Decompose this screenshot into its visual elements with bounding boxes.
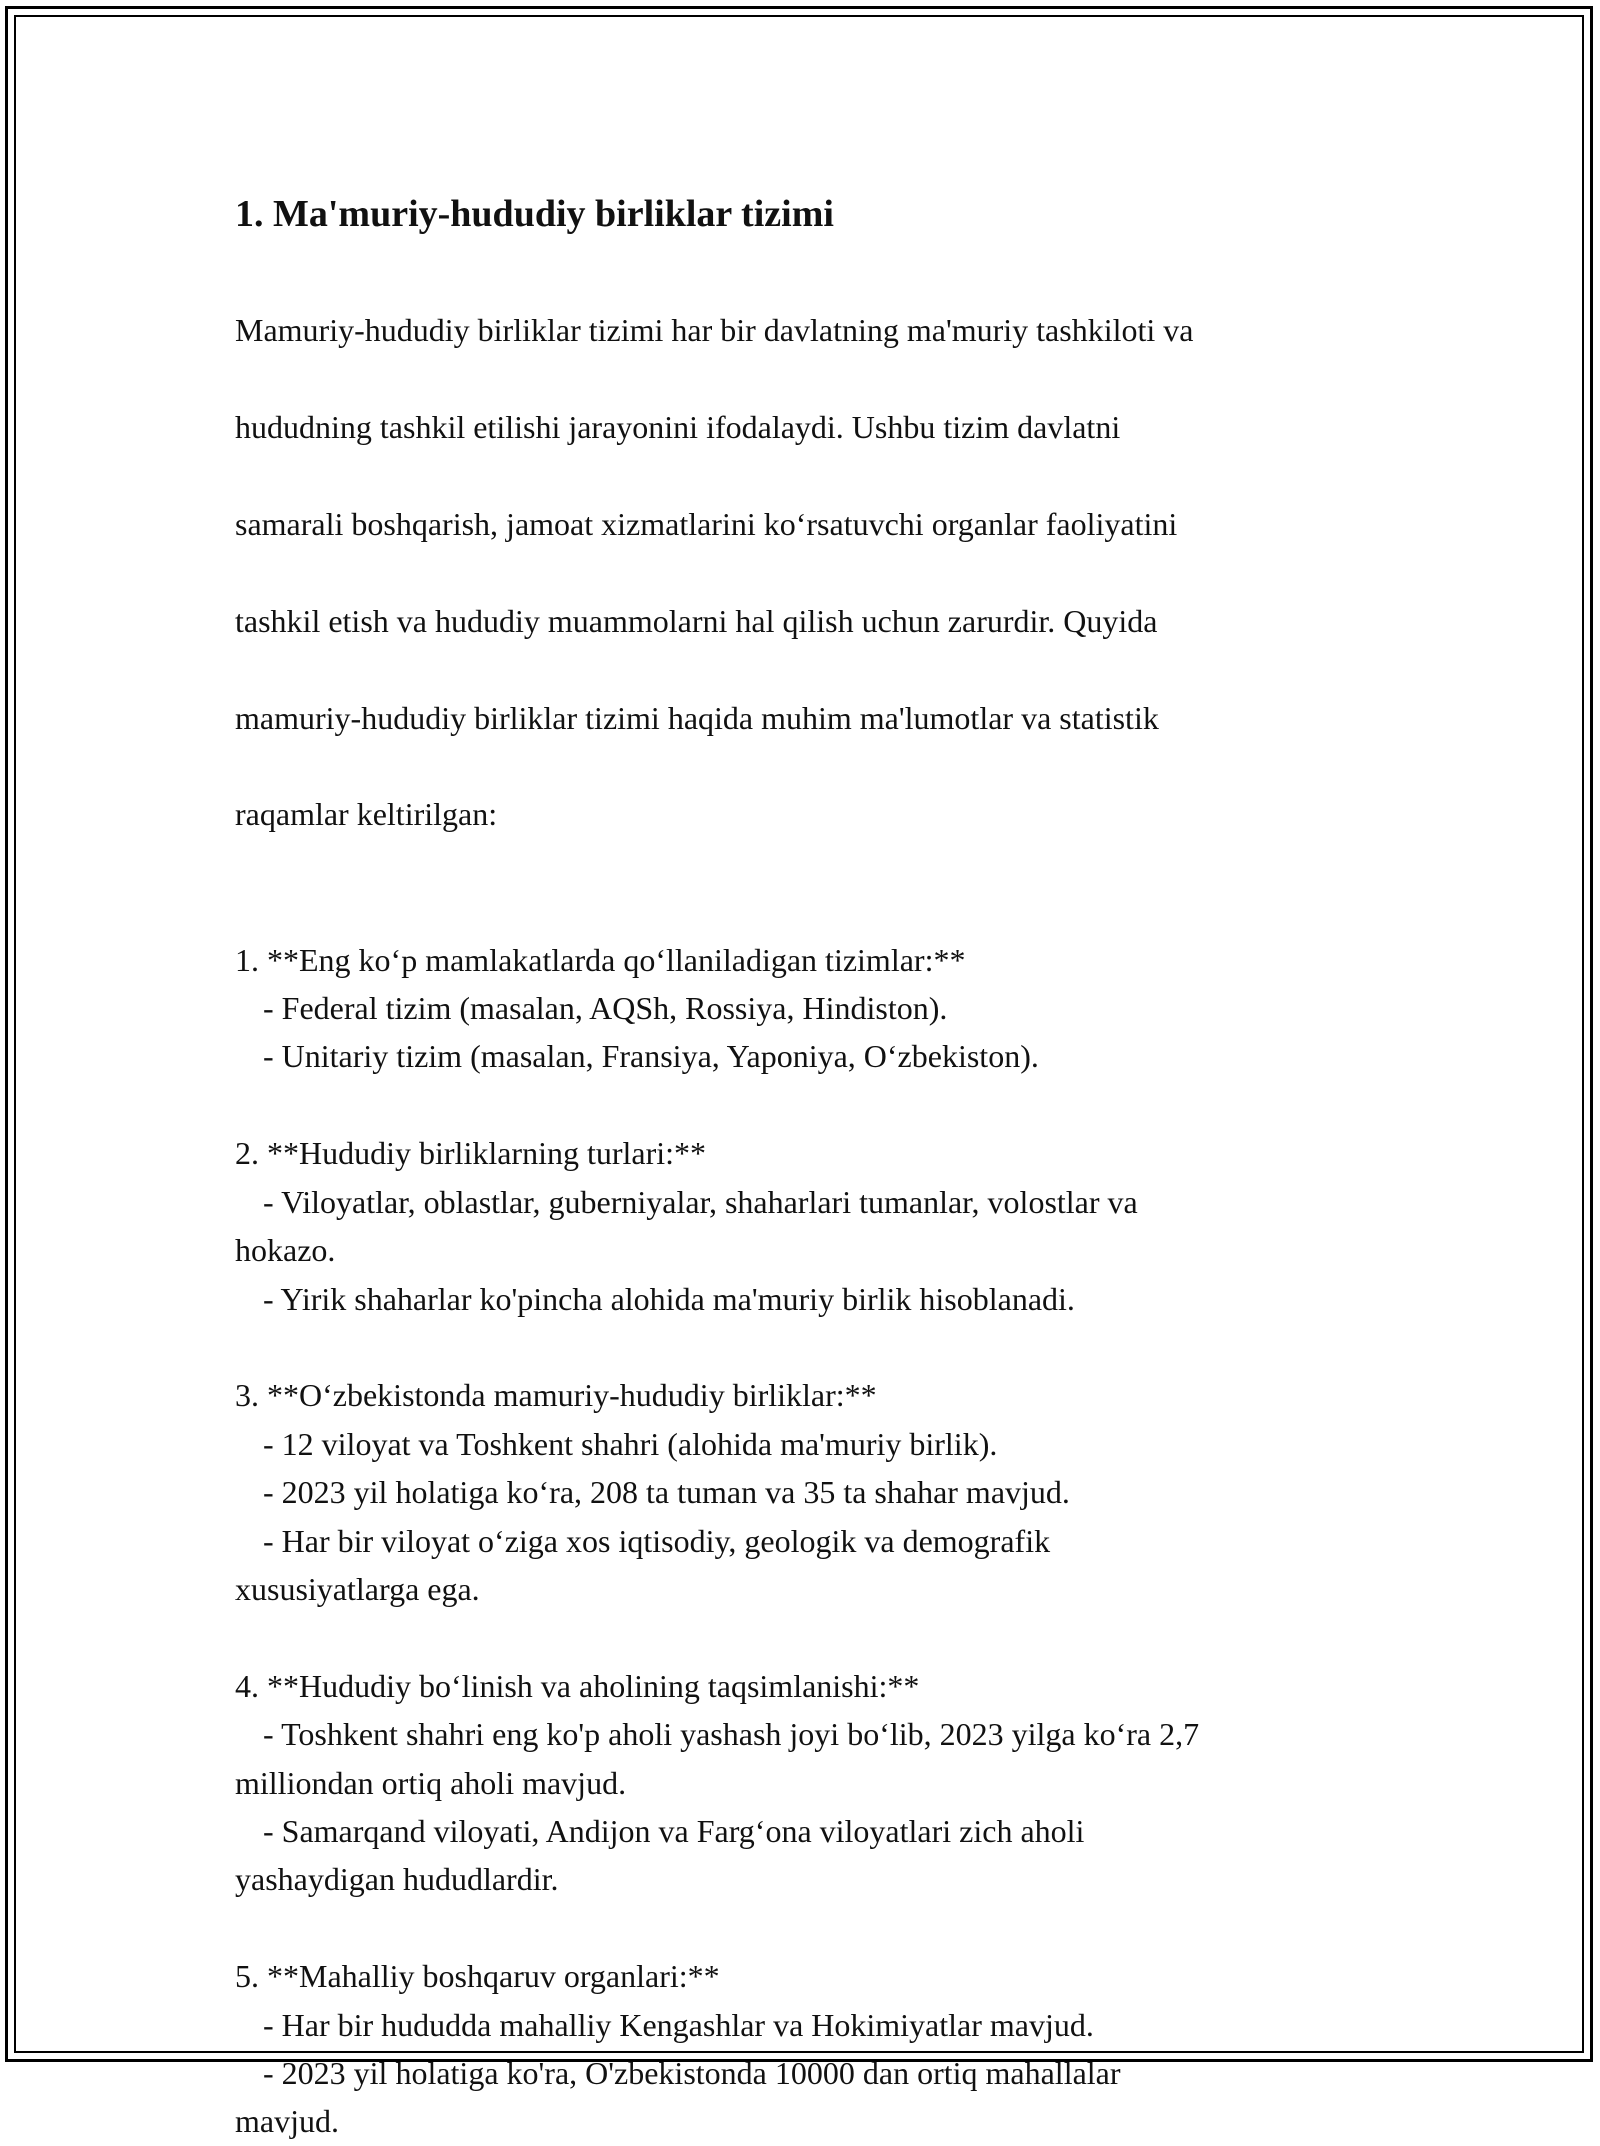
list-item: - Viloyatlar, oblastlar, guberniyalar, shaharlari tumanlar, volostlar va hokazo. bbox=[235, 1183, 1138, 1269]
list-item: - Yirik shaharlar ko'pincha alohida ma'muriy birlik hisoblanadi. bbox=[263, 1280, 1075, 1317]
document-body bbox=[235, 188, 1395, 2146]
list-section-title: 5. **Mahalliy boshqaruv organlari:** bbox=[235, 1958, 720, 1995]
intro-line: mamuriy-hududiy birliklar tizimi haqida muhim ma'lumotlar va statistik bbox=[235, 699, 1159, 736]
list-section-2 bbox=[235, 1129, 1395, 1323]
list-section-4 bbox=[235, 1662, 1395, 1904]
list-item: - 2023 yil holatiga ko'ra, O'zbekistonda 10000 dan ortiq mahallalar mavjud. bbox=[235, 2054, 1121, 2140]
list-section-title: 3. **O‘zbekistonda mamuriy-hududiy birliklar:** bbox=[235, 1377, 877, 1414]
list-section-title: 4. **Hududiy bo‘linish va aholining taqsimlanishi:** bbox=[235, 1667, 920, 1704]
section-heading: 1. Ma'muriy-hududiy birliklar tizimi bbox=[235, 193, 834, 235]
list-section-1 bbox=[235, 936, 1395, 1081]
list-section-3 bbox=[235, 1371, 1395, 1613]
list-item: - Federal tizim (masalan, AQSh, Rossiya, Hindiston). bbox=[263, 990, 948, 1027]
intro-line: Mamuriy-hududiy birliklar tizimi har bir davlatning ma'muriy tashkiloti va bbox=[235, 312, 1194, 349]
list-item: - Har bir hududda mahalliy Kengashlar va Hokimiyatlar mavjud. bbox=[263, 2006, 1094, 2043]
list-item: - Unitariy tizim (masalan, Fransiya, Yaponiya, O‘zbekiston). bbox=[263, 1038, 1039, 1075]
intro-line: hududning tashkil etilishi jarayonini ifodalaydi. Ushbu tizim davlatni bbox=[235, 409, 1121, 446]
list-item: - Toshkent shahri eng ko'p aholi yashash joyi bo‘lib, 2023 yilga ko‘ra 2,7 milliondan ortiq aholi mavjud. bbox=[235, 1716, 1200, 1801]
list-section-title: 1. **Eng ko‘p mamlakatlarda qo‘llaniladigan tizimlar:** bbox=[235, 941, 966, 978]
list-section-5 bbox=[235, 1952, 1395, 2146]
intro-line: raqamlar keltirilgan: bbox=[235, 796, 498, 833]
intro-line: tashkil etish va hududiy muammolarni hal qilish uchun zarurdir. Quyida bbox=[235, 602, 1158, 639]
list-item: - 12 viloyat va Toshkent shahri (alohida ma'muriy birlik). bbox=[263, 1425, 998, 1462]
intro-line: samarali boshqarish, jamoat xizmatlarini ko‘rsatuvchi organlar faoliyatini bbox=[235, 506, 1178, 543]
list-item: - Samarqand viloyati, Andijon va Farg‘ona viloyatlari zich aholi yashaydigan hududlardir. bbox=[235, 1812, 1085, 1898]
list-item: - 2023 yil holatiga ko‘ra, 208 ta tuman va 35 ta shahar mavjud. bbox=[263, 1474, 1070, 1511]
intro-paragraph bbox=[235, 258, 1395, 887]
list-section-title: 2. **Hududiy birliklarning turlari:** bbox=[235, 1135, 707, 1172]
list-item: - Har bir viloyat o‘ziga xos iqtisodiy, geologik va demografik xususiyatlarga ega. bbox=[235, 1522, 1051, 1607]
